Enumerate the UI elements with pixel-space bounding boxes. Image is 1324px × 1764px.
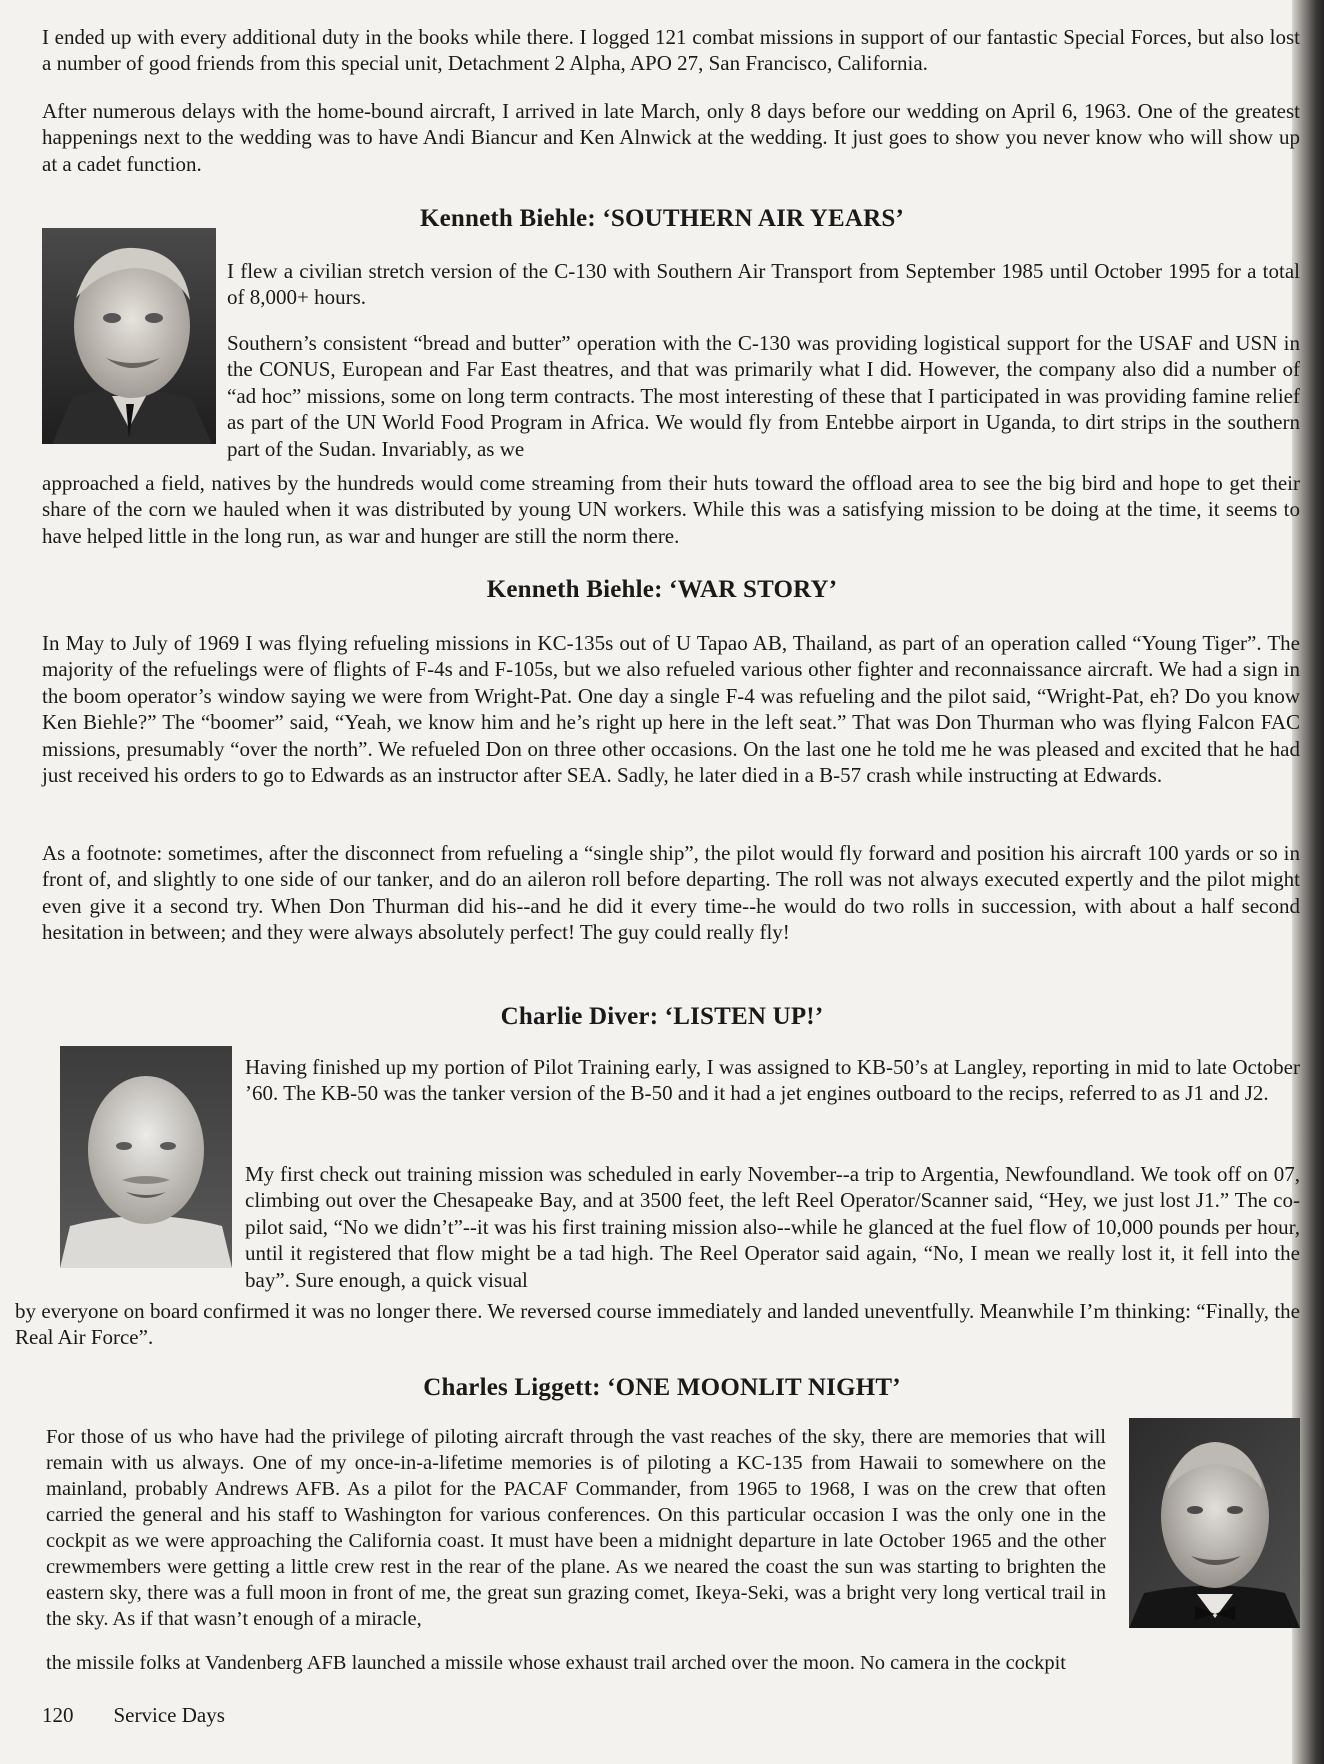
intro-paragraph-1: I ended up with every additional duty in the books while there. I logged 121 combat missions in support of our fantastic Special Forces, but also lost a number of good friends from this special unit, Detachment 2 Alpha, APO 27, San Francisco, California.	[42, 25, 1300, 76]
war-story-paragraph-1: In May to July of 1969 I was flying refueling missions in KC-135s out of U Tapao AB, Thailand, as part of an operation called “Young Tiger”. The majority of the refuelings were of flights of F-4s and F-105s, but we also refueled various other fighter and reconnaissance aircraft. We had a sign in the boom operator’s window saying we were from Wright-Pat. One day a single F-4 was refueling and the pilot said, “Wright-Pat, eh? Do you know Ken Biehle?” The “boomer” said, “Yeah, we know him and he’s right up here in the left seat.” That was Don Thurman who was flying Falcon FAC missions, presumably “over the north”. We refueled Don on three other occasions. On the last one he told me he was pleased and excited that he had just received his orders to go to Edwards as an instructor after SEA. Sadly, he later died in a B-57 crash while instructing at Edwards.	[42, 631, 1300, 788]
section-heading-war-story: Kenneth Biehle: ‘WAR STORY’	[486, 576, 838, 603]
moonlit-night-paragraph-wrapped: For those of us who have had the privilege of piloting aircraft through the vast reaches of the sky, there are memories that will remain with us always. One of my once-in-a-lifetime memories is of piloting a KC-135 from Hawaii to somewhere on the mainland, probably Andrews AFB. As a pilot for the PACAF Commander, from 1965 to 1968, I was on the crew that often carried the general and his staff to Washington for various conferences. On this particular occasion I was the only one in the cockpit as we were approaching the California coast. It must have been a midnight departure in late October 1965 and the other crewmembers were getting a little crew rest in the rear of the plane. As we neared the coast the sun was starting to brighten the eastern sky, there was a full moon in front of me, the great sun grazing comet, Ikeya-Seki, was a bright very long vertical trail in the sky. As if that wasn’t enough of a miracle,	[46, 1426, 1106, 1630]
southern-air-paragraph-2-continued: approached a field, natives by the hundreds would come streaming from their huts toward the offload area to see the big bird and hope to get their share of the corn we hauled when it was distributed by young UN workers. While this was a satisfying mission to be doing at the time, it seems to have helped little in the long run, as war and hunger are still the norm there.	[42, 471, 1300, 548]
intro-paragraph-2: After numerous delays with the home-bound aircraft, I arrived in late March, only 8 days before our wedding on April 6, 1963. One of the greatest happenings next to the wedding was to have Andi Biancur and Ken Alnwick at the wedding. It just goes to show you never know who will show up at a cadet function.	[42, 99, 1300, 176]
war-story-paragraph-2: As a footnote: sometimes, after the disconnect from refueling a “single ship”, the pilot would fly forward and position his aircraft 100 yards or so in front of, and slightly to one side of our tanker, and do an aileron roll before departing. The roll was not always executed expertly and the pilot might even give it a second try. When Don Thurman did his--and he did it every time--he would do two rolls in succession, with about a half second hesitation in between; and they were always absolutely perfect! The guy could really fly!	[42, 841, 1300, 945]
southern-air-paragraph-2-wrapped: Southern’s consistent “bread and butter” operation with the C-130 was providing logistical support for the USAF and USN in the CONUS, European and Far East theatres, and that was primarily what I did. However, the company also did a number of “ad hoc” missions, some on long term contracts. The most interesting of these that I participated in was providing famine relief as part of the UN World Food Program in Africa. We would fly from Entebbe airport in Uganda, to dirt strips in the southern part of the Sudan. Invariably, as we	[227, 331, 1300, 461]
listen-up-paragraph-1: Having finished up my portion of Pilot Training early, I was assigned to KB-50’s at Langley, reporting in mid to late October ’60. The KB-50 was the tanker version of the B-50 and it had a jet engines outboard to the recips, referred to as J1 and J2.	[245, 1055, 1300, 1106]
section-heading-southern-air-years: Kenneth Biehle: ‘SOUTHERN AIR YEARS’	[419, 205, 905, 232]
page-number: 120	[42, 1703, 74, 1727]
section-heading-listen-up: Charlie Diver: ‘LISTEN UP!’	[500, 1003, 824, 1030]
photo-charles-liggett	[1129, 1418, 1300, 1628]
listen-up-paragraph-2-continued: by everyone on board confirmed it was no longer there. We reversed course immediately and landed uneventfully. Meanwhile I’m thinking: “Finally, the Real Air Force”.	[15, 1299, 1300, 1350]
photo-charlie-diver	[60, 1046, 232, 1268]
photo-kenneth-biehle	[42, 228, 216, 444]
southern-air-paragraph-1: I flew a civilian stretch version of the C-130 with Southern Air Transport from September 1985 until October 1995 for a total of 8,000+ hours.	[227, 259, 1300, 310]
page-footer	[42, 1703, 225, 1728]
book-title: Service Days	[113, 1703, 225, 1727]
section-heading-one-moonlit-night: Charles Liggett: ‘ONE MOONLIT NIGHT’	[423, 1374, 901, 1401]
listen-up-paragraph-2-wrapped: My first check out training mission was scheduled in early November--a trip to Argentia, Newfoundland. We took off on 07, climbing out over the Chesapeake Bay, and at 3500 feet, the left Reel Operator/Scanner said, “Hey, we just lost J1.” The co-pilot said, “No we didn’t”--it was his first training mission also--while he glanced at the fuel flow of 10,000 pounds per hour, until it registered that flow might be a tad high. The Reel Operator said again, “No, I mean we really lost it, it fell into the bay”. Sure enough, a quick visual	[245, 1162, 1300, 1292]
moonlit-night-paragraph-continued: the missile folks at Vandenberg AFB launched a missile whose exhaust trail arched over the moon. No camera in the cockpit	[46, 1652, 1066, 1674]
